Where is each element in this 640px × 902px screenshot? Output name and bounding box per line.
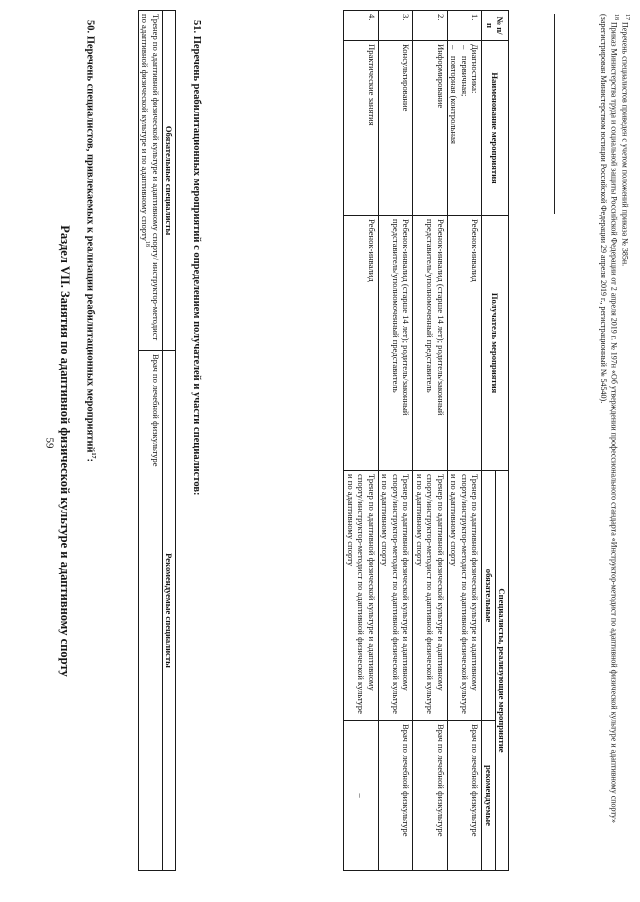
table-row — [138, 11, 162, 871]
measure-name: Диагностика: – первичная; – повторная (контрольная — [447, 41, 481, 216]
table-cell: Врач по лечебной физкультуре — [138, 351, 162, 871]
row-number: 2. — [413, 11, 447, 41]
measure-name: Консультирование — [378, 41, 412, 216]
table-row — [413, 11, 447, 871]
table-row — [447, 11, 481, 871]
mandatory-specialists: Тренер по адаптивной физической культуре и адаптивному спорту/инструктор-методист по адаптивной физической культуре и по адаптивному спорту — [413, 471, 447, 721]
row-number: 3. — [378, 11, 412, 41]
column-header: Специалисты, реализующие мероприятие — [495, 471, 508, 871]
recipient: Ребенок-инвалид — [344, 216, 378, 471]
recipient: Ребенок-инвалид (старше 14 лет); родитель/законный представитель/уполномоченный представитель — [413, 216, 447, 471]
row-number: 1. — [447, 11, 481, 41]
section-title: Раздел VII. Занятия по адаптивной физической культуре и адаптивному спорту — [58, 225, 72, 677]
table-header-row — [495, 11, 508, 871]
recipient: Ребенок-инвалид (старше 14 лет); родитель/законный представитель/уполномоченный представитель — [378, 216, 412, 471]
specialists-table — [138, 10, 176, 871]
column-header: Наименование мероприятия — [482, 41, 509, 216]
row-number: 4. — [344, 11, 378, 41]
mandatory-specialists: Тренер по адаптивной физической культуре и адаптивному спорту/инструктор-методист по адаптивной физической культуре и по адаптивному спорту — [344, 471, 378, 721]
footnote-divider — [554, 14, 555, 214]
mandatory-specialists: Тренер по адаптивной физической культуре и адаптивному спорту/инструктор-методист по адаптивной физической культуре и по адаптивному спорту — [378, 471, 412, 721]
column-header: обязательные — [482, 471, 495, 721]
column-header: Рекомендуемые специалисты — [162, 351, 175, 871]
recommended-specialists: Врач по лечебной физкультуре — [378, 721, 412, 871]
column-header: № п/п — [482, 11, 509, 41]
table-header-row — [162, 11, 175, 871]
measure-name: Информирование — [413, 41, 447, 216]
recommended-specialists: Врач по лечебной физкультуре — [447, 721, 481, 871]
table-row — [344, 11, 378, 871]
measures-table — [343, 10, 509, 871]
recommended-specialists: – — [344, 721, 378, 871]
heading-50: 50. Перечень специалистов, привлекаемых к реализации реабилитационных мероприятий$^{17}$: — [84, 20, 96, 463]
diagnostics-subitems — [449, 44, 470, 212]
footnote-17: $^{17}$ Перечень специалистов приведен с учетом положений приказа № 385н. — [620, 14, 630, 267]
table-row — [378, 11, 412, 871]
footnotes — [598, 14, 630, 874]
table-cell: Тренер по адаптивной физической культуре и адаптивному спорту/ инструктор-методист по адаптивной физической культуре и по адаптивному спорту$^{18}$ — [138, 11, 162, 351]
column-header: Получатель мероприятия — [482, 216, 509, 471]
list-item: – повторная (контрольная — [449, 56, 459, 212]
column-header: рекомендуемые — [482, 721, 495, 871]
list-item: – первичная; — [459, 56, 469, 212]
mandatory-specialists: Тренер по адаптивной физической культуре и адаптивному спорту/инструктор-методист по адаптивной физической культуре и по адаптивному спорту — [447, 471, 481, 721]
recipient: Ребенок-инвалид — [447, 216, 481, 471]
column-header: Обязательные специалисты — [162, 11, 175, 351]
page-number: 59 — [43, 437, 56, 449]
recommended-specialists: Врач по лечебной физкультуре — [413, 721, 447, 871]
heading-51: 51. Перечень реабилитационных мероприятий с определением получателей и участи специалистов: — [191, 20, 202, 496]
footnote-18: $^{18}$ Приказ Министерства труда и социальной защиты Российской Федерации от 2 апреля 2019 г. № 197н «Об утверждении профессионального стандарта «Инструктор-методист по адаптивной физической культуре и адаптивному спорту» (зарегистрирован Министерством юстиции Российской Федерации 29 апреля 2019 г., регистрационный № 54540). — [599, 14, 620, 824]
measure-name: Практические занятия — [344, 41, 378, 216]
